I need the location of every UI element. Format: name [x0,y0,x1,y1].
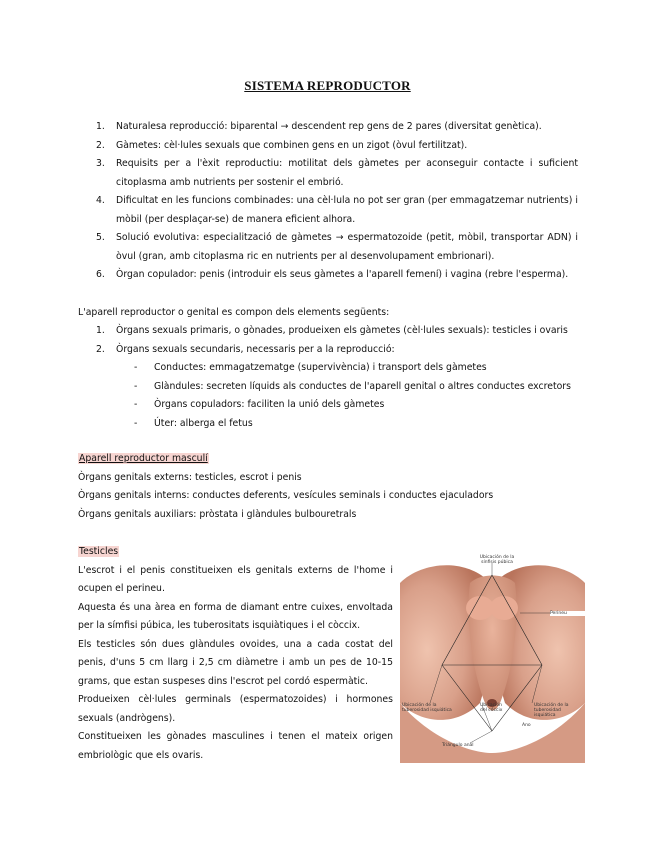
list-number: 5. [96,232,105,243]
list-number: 1. [96,121,105,132]
organs-list [96,322,578,359]
list-number: 6. [96,269,105,280]
figure-label: Ubicación de la sínfisis púbica [479,555,515,565]
figure-label: Ubicación de la tuberosidad isquiática [402,703,452,713]
list-item [96,192,578,229]
list-text: Requisits per a l'èxit reproductiu: motilitat dels gàmetes per aconseguir contacte i suficient citoplasma amb nutrients per sostenir el embrió. [116,158,578,188]
list-number: 2. [96,139,105,151]
sublist-item [134,415,584,434]
list-text: Gàmetes: cèl·lules sexuals que combinen gens en un zigot (òvul fertilitzat). [116,139,468,151]
list-number: 2. [96,343,105,355]
list-text: Òrgan copulador: penis (introduir els seus gàmetes a l'aparell femení) i vagina (rebre l'esperma). [116,269,569,280]
section-heading: Testicles [79,546,119,557]
section-heading: Aparell reproductor masculí [79,453,208,464]
reproduction-list [96,118,578,285]
male-line: Òrgans genitals interns: conductes deferents, vesícules seminals i conductes ejaculadors [78,490,494,501]
list-number: 1. [96,325,105,336]
paragraph: L'escrot i el penis constitueixen els genitals externs de l'home i ocupen el perineu. [78,564,393,594]
list-item [96,137,578,156]
list-item [96,322,578,341]
sublist-item [134,359,584,378]
list-text: Dificultat en les funcions combinades: una cèl·lula no pot ser gran (per emmagatzemar nutrients) i mòbil (per desplaçar-se) de manera eficient alhora. [116,195,578,225]
list-text: Conductes: emmagatzematge (supervivència) i transport dels gàmetes [154,362,487,373]
list-number: 4. [96,195,105,206]
page-title: SISTEMA REPRODUCTOR [244,78,411,93]
list-text: Glàndules: secreten líquids als conductes de l'aparell genital o altres conductes excretors [154,380,571,392]
figure-label: Triángulo anal [442,743,474,748]
male-line: Òrgans genitals externs: testicles, escrot i penis [78,471,302,483]
perineum-illustration [400,553,585,763]
list-item [96,266,578,285]
paragraph: Aquesta és una àrea en forma de diamant entre cuixes, envoltada per la símfisi púbica, les tuberositats isquiàtiques i el còccix. [78,601,393,631]
list-number: 3. [96,158,105,169]
figure-label: Ano [522,723,531,728]
list-item [96,118,578,137]
list-dash: - [134,399,138,410]
list-dash: - [134,417,138,429]
list-text: Solució evolutiva: especialització de gàmetes → espermatozoide (petit, mòbil, transportar ADN) i òvul (gran, amb citoplasma ric en nutrients per al desenvolupament embrionari). [116,232,578,262]
male-section [78,450,578,524]
sublist-item [134,396,584,415]
testicles-section [78,543,393,765]
paragraph: Constitueixen les gònades masculines i tenen el mateix origen embriològic que els ovaris. [78,731,393,761]
secondary-organs-list [134,359,584,433]
perineum-figure [400,553,585,763]
list-text: Òrgans sexuals secundaris, necessaris per a la reproducció: [116,343,395,355]
intro-text: L'aparell reproductor o genital es compon dels elements següents: [78,307,390,318]
paragraph: Els testicles són dues glàndules ovoides, una a cada costat del penis, d'uns 5 cm llarg i 2,5 cm diàmetre i amb un pes de 10-15 grams, que estan suspeses dins l'escrot pel cordó espermàtic. [78,638,393,687]
list-text: Òrgans copuladors: faciliten la unió dels gàmetes [154,399,385,410]
list-item [96,229,578,266]
list-item [96,155,578,192]
list-dash: - [134,362,138,373]
figure-label: Perineu [550,611,585,616]
figure-label: Ubicación de la tuberosidad isquiática [534,703,569,718]
paragraph: Produeixen cèl·lules germinals (espermatozoides) i hormones sexuals (andrògens). [78,694,393,724]
list-item [96,341,578,360]
sublist-item [134,378,584,397]
list-text: Naturalesa reproducció: biparental → descendent rep gens de 2 pares (diversitat genètica). [116,121,542,132]
list-text: Òrgans sexuals primaris, o gònades, produeixen els gàmetes (cèl·lules sexuals): testicles i ovaris [116,325,568,336]
list-dash: - [134,380,138,392]
male-line: Òrgans genitals auxiliars: pròstata i glàndules bulbouretrals [78,508,357,520]
list-text: Úter: alberga el fetus [154,417,253,429]
figure-label: Ubicación del cóccix [480,703,503,713]
